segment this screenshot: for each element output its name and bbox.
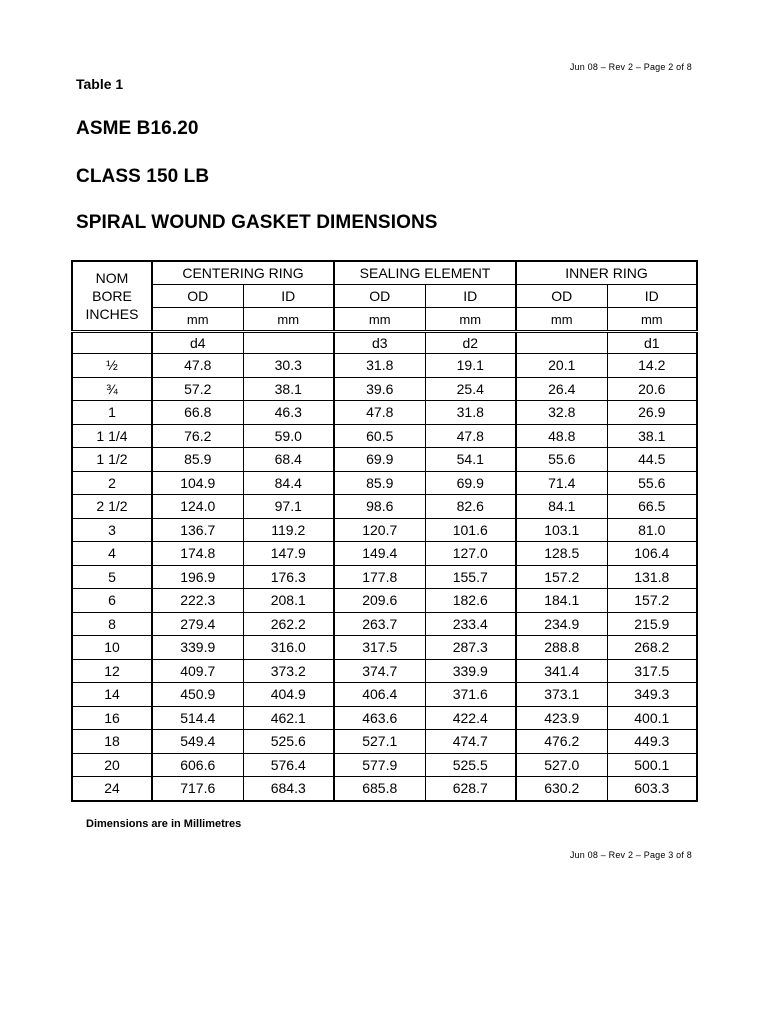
inner-id-cell: 44.5 [607, 448, 697, 472]
nom-bore-cell: 10 [72, 636, 152, 660]
nom-label: NOM [95, 270, 129, 286]
heading-description: SPIRAL WOUND GASKET DIMENSIONS [76, 212, 438, 233]
centering-od-cell: 124.0 [152, 495, 243, 519]
inner-od-cell: 476.2 [516, 730, 607, 754]
centering-id-cell: 68.4 [243, 448, 334, 472]
table-row [72, 753, 697, 777]
inner-id-cell: 55.6 [607, 471, 697, 495]
inner-od-cell: 527.0 [516, 753, 607, 777]
nom-bore-cell: 1 1/2 [72, 448, 152, 472]
centering-id-cell: 84.4 [243, 471, 334, 495]
table-row [72, 636, 697, 660]
inner-id-cell: 400.1 [607, 706, 697, 730]
inner-id-cell: 38.1 [607, 424, 697, 448]
nom-bore-cell: 3 [72, 518, 152, 542]
centering-od-cell: 57.2 [152, 377, 243, 401]
centering-id-cell: 576.4 [243, 753, 334, 777]
centering-od-cell: 76.2 [152, 424, 243, 448]
inner-od-cell: 373.1 [516, 683, 607, 707]
centering-id-cell: 525.6 [243, 730, 334, 754]
table-label: Table 1 [76, 76, 124, 92]
centering-id-cell: 97.1 [243, 495, 334, 519]
inner-od-cell: 157.2 [516, 565, 607, 589]
page-header-top: Jun 08 – Rev 2 – Page 2 of 8 [569, 62, 692, 72]
centering-od-cell: 339.9 [152, 636, 243, 660]
bore-label: BORE [92, 288, 132, 304]
heading-standard: ASME B16.20 [76, 118, 199, 139]
centering-od-cell: 279.4 [152, 612, 243, 636]
sealing-id-cell: 47.8 [425, 424, 516, 448]
centering-od-cell: 136.7 [152, 518, 243, 542]
unit-label: mm [607, 308, 697, 332]
centering-id-cell: 147.9 [243, 542, 334, 566]
centering-id-cell: 30.3 [243, 354, 334, 378]
centering-od-cell: 409.7 [152, 659, 243, 683]
inner-od-cell: 20.1 [516, 354, 607, 378]
page-header-bottom: Jun 08 – Rev 2 – Page 3 of 8 [569, 850, 692, 860]
inner-od-cell: 423.9 [516, 706, 607, 730]
unit-label: mm [334, 308, 425, 332]
inner-od-cell: 128.5 [516, 542, 607, 566]
inner-id-cell: 157.2 [607, 589, 697, 613]
sealing-id-cell: 82.6 [425, 495, 516, 519]
col-label: ID [607, 285, 697, 308]
inner-od-cell: 184.1 [516, 589, 607, 613]
symbol-label [516, 332, 607, 354]
nom-bore-cell: 5 [72, 565, 152, 589]
table-row [72, 377, 697, 401]
centering-od-cell: 104.9 [152, 471, 243, 495]
inner-id-cell: 20.6 [607, 377, 697, 401]
centering-id-cell: 119.2 [243, 518, 334, 542]
inner-id-cell: 317.5 [607, 659, 697, 683]
centering-id-cell: 176.3 [243, 565, 334, 589]
sealing-od-cell: 374.7 [334, 659, 425, 683]
group-header-sealing-element: SEALING ELEMENT [334, 261, 516, 285]
inner-id-cell: 349.3 [607, 683, 697, 707]
sealing-id-cell: 25.4 [425, 377, 516, 401]
table-row [72, 706, 697, 730]
sealing-id-cell: 628.7 [425, 777, 516, 801]
sealing-id-cell: 422.4 [425, 706, 516, 730]
table-row [72, 471, 697, 495]
sealing-od-cell: 263.7 [334, 612, 425, 636]
sealing-od-cell: 85.9 [334, 471, 425, 495]
col-label: ID [425, 285, 516, 308]
inches-label: INCHES [85, 306, 139, 322]
inner-od-cell: 26.4 [516, 377, 607, 401]
sealing-od-cell: 39.6 [334, 377, 425, 401]
centering-id-cell: 262.2 [243, 612, 334, 636]
nom-bore-cell: 2 1/2 [72, 495, 152, 519]
centering-id-cell: 404.9 [243, 683, 334, 707]
sealing-id-cell: 525.5 [425, 753, 516, 777]
sealing-od-cell: 149.4 [334, 542, 425, 566]
table-row [72, 730, 697, 754]
centering-id-cell: 373.2 [243, 659, 334, 683]
sealing-od-cell: 577.9 [334, 753, 425, 777]
inner-id-cell: 14.2 [607, 354, 697, 378]
table-row [72, 518, 697, 542]
nom-bore-cell: 14 [72, 683, 152, 707]
table-row [72, 424, 697, 448]
inner-od-cell: 32.8 [516, 401, 607, 425]
inner-id-cell: 131.8 [607, 565, 697, 589]
centering-od-cell: 85.9 [152, 448, 243, 472]
sealing-od-cell: 463.6 [334, 706, 425, 730]
inner-od-cell: 84.1 [516, 495, 607, 519]
nom-bore-header [72, 261, 152, 332]
inner-od-cell: 71.4 [516, 471, 607, 495]
table-row [72, 777, 697, 801]
centering-id-cell: 684.3 [243, 777, 334, 801]
inner-id-cell: 26.9 [607, 401, 697, 425]
sealing-id-cell: 127.0 [425, 542, 516, 566]
centering-id-cell: 208.1 [243, 589, 334, 613]
symbol-cell-blank [72, 332, 152, 354]
sealing-od-cell: 406.4 [334, 683, 425, 707]
table-row [72, 659, 697, 683]
centering-id-cell: 38.1 [243, 377, 334, 401]
symbol-label: d2 [425, 332, 516, 354]
heading-class: CLASS 150 LB [76, 166, 210, 187]
centering-od-cell: 514.4 [152, 706, 243, 730]
sealing-id-cell: 31.8 [425, 401, 516, 425]
table-row [72, 495, 697, 519]
table-row [72, 683, 697, 707]
nom-bore-cell: 4 [72, 542, 152, 566]
nom-bore-cell: 24 [72, 777, 152, 801]
centering-od-cell: 222.3 [152, 589, 243, 613]
col-label: ID [243, 285, 334, 308]
unit-label: mm [243, 308, 334, 332]
sealing-id-cell: 155.7 [425, 565, 516, 589]
nom-bore-cell: 6 [72, 589, 152, 613]
inner-od-cell: 48.8 [516, 424, 607, 448]
sealing-od-cell: 527.1 [334, 730, 425, 754]
inner-id-cell: 268.2 [607, 636, 697, 660]
symbol-label: d1 [607, 332, 697, 354]
centering-id-cell: 316.0 [243, 636, 334, 660]
sealing-id-cell: 233.4 [425, 612, 516, 636]
sealing-od-cell: 177.8 [334, 565, 425, 589]
centering-id-cell: 46.3 [243, 401, 334, 425]
table-row [72, 448, 697, 472]
centering-id-cell: 462.1 [243, 706, 334, 730]
centering-od-cell: 717.6 [152, 777, 243, 801]
table-row [72, 565, 697, 589]
inner-id-cell: 106.4 [607, 542, 697, 566]
nom-bore-cell: 2 [72, 471, 152, 495]
inner-id-cell: 500.1 [607, 753, 697, 777]
sealing-id-cell: 19.1 [425, 354, 516, 378]
inner-od-cell: 55.6 [516, 448, 607, 472]
sealing-id-cell: 287.3 [425, 636, 516, 660]
sealing-id-cell: 339.9 [425, 659, 516, 683]
sealing-id-cell: 101.6 [425, 518, 516, 542]
centering-od-cell: 66.8 [152, 401, 243, 425]
sealing-od-cell: 47.8 [334, 401, 425, 425]
inner-id-cell: 81.0 [607, 518, 697, 542]
inner-id-cell: 215.9 [607, 612, 697, 636]
sealing-od-cell: 69.9 [334, 448, 425, 472]
col-label: OD [152, 285, 243, 308]
col-label: OD [334, 285, 425, 308]
inner-id-cell: 449.3 [607, 730, 697, 754]
centering-od-cell: 196.9 [152, 565, 243, 589]
centering-id-cell: 59.0 [243, 424, 334, 448]
centering-od-cell: 606.6 [152, 753, 243, 777]
sealing-od-cell: 317.5 [334, 636, 425, 660]
footnote: Dimensions are in Millimetres [86, 818, 242, 830]
sealing-od-cell: 120.7 [334, 518, 425, 542]
sealing-od-cell: 31.8 [334, 354, 425, 378]
sealing-id-cell: 182.6 [425, 589, 516, 613]
symbol-label [243, 332, 334, 354]
sealing-id-cell: 54.1 [425, 448, 516, 472]
gasket-dimensions-table [71, 260, 698, 802]
unit-label: mm [152, 308, 243, 332]
nom-bore-cell: 20 [72, 753, 152, 777]
centering-od-cell: 450.9 [152, 683, 243, 707]
nom-bore-cell: ½ [72, 354, 152, 378]
inner-od-cell: 103.1 [516, 518, 607, 542]
inner-id-cell: 66.5 [607, 495, 697, 519]
inner-od-cell: 288.8 [516, 636, 607, 660]
symbol-label: d4 [152, 332, 243, 354]
sealing-id-cell: 69.9 [425, 471, 516, 495]
col-label: OD [516, 285, 607, 308]
table-row [72, 401, 697, 425]
nom-bore-cell: 8 [72, 612, 152, 636]
sealing-id-cell: 371.6 [425, 683, 516, 707]
nom-bore-cell: 18 [72, 730, 152, 754]
nom-bore-cell: 1 [72, 401, 152, 425]
sealing-od-cell: 60.5 [334, 424, 425, 448]
group-header-centering-ring: CENTERING RING [152, 261, 334, 285]
centering-od-cell: 47.8 [152, 354, 243, 378]
inner-od-cell: 341.4 [516, 659, 607, 683]
inner-od-cell: 630.2 [516, 777, 607, 801]
table-row [72, 589, 697, 613]
nom-bore-cell: 16 [72, 706, 152, 730]
inner-od-cell: 234.9 [516, 612, 607, 636]
centering-od-cell: 174.8 [152, 542, 243, 566]
centering-od-cell: 549.4 [152, 730, 243, 754]
sealing-od-cell: 209.6 [334, 589, 425, 613]
nom-bore-cell: 1 1/4 [72, 424, 152, 448]
sealing-od-cell: 685.8 [334, 777, 425, 801]
sealing-id-cell: 474.7 [425, 730, 516, 754]
nom-bore-cell: ¾ [72, 377, 152, 401]
inner-id-cell: 603.3 [607, 777, 697, 801]
sealing-od-cell: 98.6 [334, 495, 425, 519]
nom-bore-cell: 12 [72, 659, 152, 683]
symbol-label: d3 [334, 332, 425, 354]
group-header-inner-ring: INNER RING [516, 261, 697, 285]
table-row [72, 542, 697, 566]
table-row [72, 612, 697, 636]
unit-label: mm [516, 308, 607, 332]
table-row [72, 354, 697, 378]
unit-label: mm [425, 308, 516, 332]
